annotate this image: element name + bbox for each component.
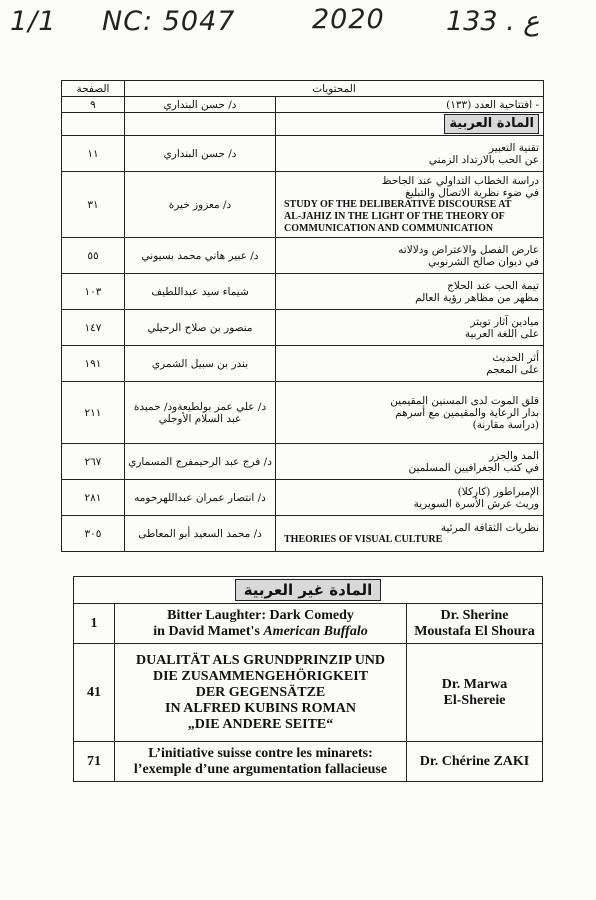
title-line: „DIE ANDERE SEITE“ — [187, 716, 334, 732]
article-page: ٣٠٥ — [62, 516, 125, 552]
article-title — [276, 238, 544, 274]
title-line: l’exemple d’une argumentation fallacieuse — [133, 761, 388, 777]
author-line: منصور بن صلاح الرحيلي — [147, 321, 253, 334]
english-title-line: THEORIES OF VISUAL CULTURE — [284, 533, 443, 545]
author-line: د/ حميدة عبد السلام الأوجلي — [133, 400, 242, 425]
title-line: دراسة الخطاب التداولي عند الجاحظ — [381, 174, 539, 187]
article-title — [115, 604, 407, 644]
author-line: Dr. Marwa — [441, 676, 508, 692]
article-page: ١٠٣ — [62, 274, 125, 310]
table-row — [62, 346, 544, 382]
title-line: DER GEGENSÄTZE — [195, 684, 326, 700]
article-author — [407, 742, 543, 782]
title-line: المد والجزر — [489, 449, 539, 462]
title-line: (دراسة مقارنة) — [472, 418, 539, 431]
foreign-contents-table — [73, 576, 543, 782]
title-line: بدار الرعاية والمقيمين مع أسرهم — [395, 406, 539, 419]
title-line: في كتب الجغرافيين المسلمين — [408, 461, 539, 474]
intro-author: د/ حسن البنداري — [125, 97, 276, 113]
article-author — [407, 644, 543, 742]
article-title — [276, 516, 544, 552]
table-row — [62, 310, 544, 346]
author-line: د/ عبير هاني محمد بسيوني — [141, 249, 259, 262]
table-row — [74, 742, 543, 782]
title-line: أثر الحديث — [492, 351, 539, 364]
table-row — [74, 644, 543, 742]
author-line: د/ انتصار عمران عبدالله — [163, 491, 266, 504]
title-line: L’initiative suisse contre les minarets: — [148, 745, 373, 761]
section-empty-page — [62, 113, 125, 136]
title-line: عارض الفصل والاعتراض ودلالاته — [398, 243, 539, 256]
article-author — [125, 444, 276, 480]
intro-title: - افتتاحية العدد (١٣٣) — [276, 97, 544, 113]
article-author — [125, 172, 276, 238]
author-line: و — [172, 400, 178, 413]
article-page: ٢٦٧ — [62, 444, 125, 480]
title-line: وريث عرش الأسرة السويرية — [413, 497, 539, 510]
intro-row — [62, 97, 544, 113]
title-line: عن الحب بالارتداد الزمني — [428, 153, 539, 166]
header-contents-cell: المحتويات — [125, 81, 544, 97]
title-line: DUALITÄT ALS GRUNDPRINZIP UND — [135, 652, 386, 668]
article-author — [125, 480, 276, 516]
title-line: ميادين آثار تويتر — [470, 315, 539, 328]
article-author — [125, 274, 276, 310]
author-line: بندر بن سبيل الشمري — [151, 357, 249, 370]
article-author — [125, 382, 276, 444]
article-author — [125, 516, 276, 552]
table-row — [62, 136, 544, 172]
author-line: رحومه — [134, 491, 164, 504]
table-row — [74, 604, 543, 644]
article-author — [125, 346, 276, 382]
article-page: ٢٨١ — [62, 480, 125, 516]
table-row — [62, 480, 544, 516]
article-page: 41 — [74, 644, 115, 742]
english-title-line: COMMUNICATION AND COMMUNICATION — [284, 222, 494, 234]
title-line: Bitter Laughter: Dark Comedy — [167, 607, 354, 623]
article-author — [125, 310, 276, 346]
intro-page: ٩ — [62, 97, 125, 113]
title-line: في ديوان صالح الشرنوبي — [428, 255, 539, 268]
article-author — [407, 604, 543, 644]
article-title — [115, 644, 407, 742]
author-line: El-Shereie — [443, 692, 506, 708]
author-line: د/ علي عمر بولطيعة — [177, 400, 267, 413]
table-row — [62, 172, 544, 238]
article-page: 71 — [74, 742, 115, 782]
title-line: على اللغة العربية — [464, 327, 539, 340]
table-row — [62, 382, 544, 444]
handwritten-fraction: 1/1 — [10, 6, 57, 37]
table-row — [62, 444, 544, 480]
article-page: ١١ — [62, 136, 125, 172]
foreign-section-title: المادة غير العربية — [235, 579, 382, 601]
article-title — [276, 310, 544, 346]
title-line: IN ALFRED KUBINS ROMAN — [165, 700, 356, 716]
article-title — [276, 136, 544, 172]
article-page: ٣١ — [62, 172, 125, 238]
article-page: ١٩١ — [62, 346, 125, 382]
arabic-contents-table — [61, 80, 544, 552]
title-italic: American Buffalo — [263, 623, 368, 639]
title-line: قلق الموت لدى المسنين المقيمين — [390, 394, 539, 407]
section-title-cell — [276, 113, 544, 136]
handwritten-issue-number: ع . 133 — [446, 6, 540, 37]
article-title — [276, 480, 544, 516]
table-row — [62, 516, 544, 552]
article-title — [115, 742, 407, 782]
article-page: ٥٥ — [62, 238, 125, 274]
english-title-line: AL-JAHIZ IN THE LIGHT OF THE THEORY OF — [284, 210, 505, 222]
article-title — [276, 382, 544, 444]
handwritten-nc-number: NC: 5047 — [102, 6, 236, 37]
title-line: نظريات الثقافة المرئية — [440, 521, 539, 534]
article-page: 1 — [74, 604, 115, 644]
article-title — [276, 172, 544, 238]
article-author — [125, 136, 276, 172]
section-empty-author — [125, 113, 276, 136]
author-line: د/ محمد السعيد أبو المعاطى — [138, 527, 262, 540]
handwritten-year: 2020 — [312, 4, 385, 35]
author-line: د/ حسن البنداري — [163, 147, 237, 160]
title-line: مظهر من مظاهر رؤية العالم — [415, 291, 539, 304]
table-row — [62, 238, 544, 274]
article-author — [125, 238, 276, 274]
section-title: المادة العربية — [444, 114, 539, 134]
article-page: ٢١١ — [62, 382, 125, 444]
author-line: Dr. Sherine — [440, 607, 509, 623]
english-title-line: STUDY OF THE DELIBERATIVE DISCOURSE AT — [284, 198, 512, 210]
header-page-cell: الصفحة — [62, 81, 125, 97]
title-line: تيمة الحب عند الحلاج — [447, 279, 539, 292]
table-row — [62, 274, 544, 310]
author-line: فرج المسماري — [128, 455, 194, 468]
title-line: على المعجم — [486, 363, 539, 376]
title-line: DIE ZUSAMMENGEHÖRIGKEIT — [152, 668, 369, 684]
section-row — [62, 113, 544, 136]
foreign-section-cell — [74, 577, 543, 604]
author-line: شيماء سيد عبداللطيف — [151, 285, 249, 298]
foreign-section-row — [74, 577, 543, 604]
article-page: ١٤٧ — [62, 310, 125, 346]
title-line: تقنية التعبير — [488, 141, 539, 154]
title-line: in David Mamet's — [153, 623, 264, 639]
author-line: Dr. Chérine ZAKI — [419, 753, 530, 769]
article-title — [276, 274, 544, 310]
article-title — [276, 444, 544, 480]
author-line: د/ معزوز خيرة — [168, 198, 232, 211]
article-title — [276, 346, 544, 382]
author-line: Moustafa El Shoura — [414, 623, 535, 639]
author-line: د/ فرج عبد الرحيم — [193, 455, 272, 468]
title-line: الإمبراطور (كاركلا) — [457, 485, 539, 498]
title-line: في ضوء نظرية الاتصال والتبليغ — [405, 186, 539, 199]
header-row — [62, 81, 544, 97]
